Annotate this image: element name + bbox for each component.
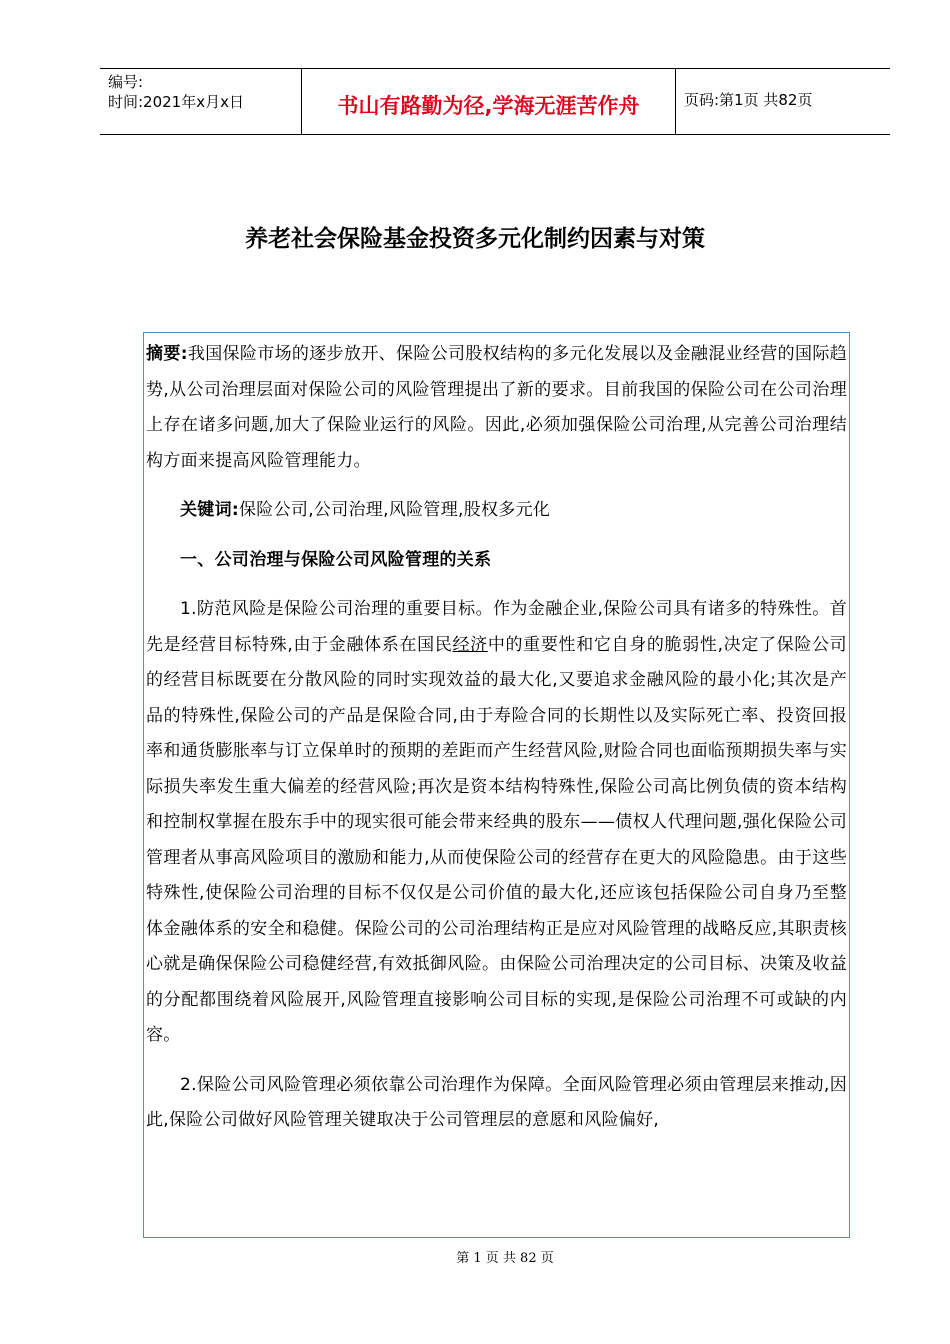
abstract-text: 我国保险市场的逐步放开、保险公司股权结构的多元化发展以及金融混业经营的国际趋势,从公司治理层面对保险公司的风险管理提出了新的要求。目前我国的保险公司在公司治理上存在诸多问题,加大了保险业运行的风险。因此,必须加强保险公司治理,从完善公司治理结构方面来提高风险管理能力。 (146, 344, 847, 471)
economy-link[interactable]: 经济 (452, 634, 488, 655)
spacer (146, 578, 847, 592)
keywords-label: 关键词: (180, 500, 239, 520)
header-number-label: 编号: (108, 73, 144, 91)
paragraph-1 (146, 592, 847, 1054)
spacer (146, 479, 847, 493)
page-footer: 第 1 页 共 82 页 (456, 1251, 554, 1266)
keywords-text: 保险公司,公司治理,风险管理,股权多元化 (239, 500, 551, 520)
spacer (146, 1054, 847, 1068)
header-motto-cell (302, 69, 676, 134)
paragraph-1-text-b: 中的重要性和它自身的脆弱性,决定了保险公司的经营目标既要在分散风险的同时实现效益的最大化,又要追求金融风险的最小化;其次是产品的特殊性,保险公司的产品是保险合同,由于寿险合同的长期性以及实际死亡率、投资回报率和通货膨胀率与订立保单时的预期的差距而产生经营风险,财险合同也面临预期损失率与实际损失率发生重大偏差的经营风险;再次是资本结构特殊性,保险公司高比例负债的资本结构和控制权掌握在股东手中的现实很可能会带来经典的股东——债权人代理问题,强化保险公司管理者从事高风险项目的激励和能力,从而使保险公司的经营存在更大的风险隐患。由于这些特殊性,使保险公司治理的目标不仅仅是公司价值的最大化,还应该包括保险公司自身乃至整体金融体系的安全和稳健。保险公司的公司治理结构正是应对风险管理的战略反应,其职责核心就是确保保险公司稳健经营,有效抵御风险。由保险公司治理决定的公司目标、决策及收益的分配都围绕着风险展开,风险管理直接影响公司目标的实现,是保险公司治理不可或缺的内容。 (146, 634, 847, 1045)
header-motto: 书山有路勤为径,学海无涯苦作舟 (337, 93, 640, 118)
content-body (144, 333, 849, 1139)
paragraph-1-text-a: 1.防范风险是保险公司治理的重要目标。作为金融企业,保险公司具有诸多的特殊性。首先是经营目标特殊,由于金融体系在国民 (146, 599, 847, 655)
paragraph-2: 2.保险公司风险管理必须依靠公司治理作为保障。全面风险管理必须由管理层来推动,因此,保险公司做好风险管理关键取决于公司管理层的意愿和风险偏好, (146, 1074, 847, 1130)
page-header (100, 68, 890, 135)
keywords-paragraph (146, 493, 847, 529)
abstract-label: 摘要: (146, 344, 188, 364)
section-heading: 一、公司治理与保险公司风险管理的关系 (180, 549, 492, 570)
header-page-cell (676, 69, 890, 134)
document-title: 养老社会保险基金投资多元化制约因素与对策 (245, 226, 705, 252)
header-time-label: 时间:2021年x月x日 (108, 93, 244, 111)
content-frame (143, 332, 850, 1238)
header-page-info: 页码:第1页 共82页 (684, 91, 813, 109)
header-meta-cell (100, 69, 302, 134)
spacer (146, 529, 847, 543)
abstract-paragraph (146, 337, 847, 479)
